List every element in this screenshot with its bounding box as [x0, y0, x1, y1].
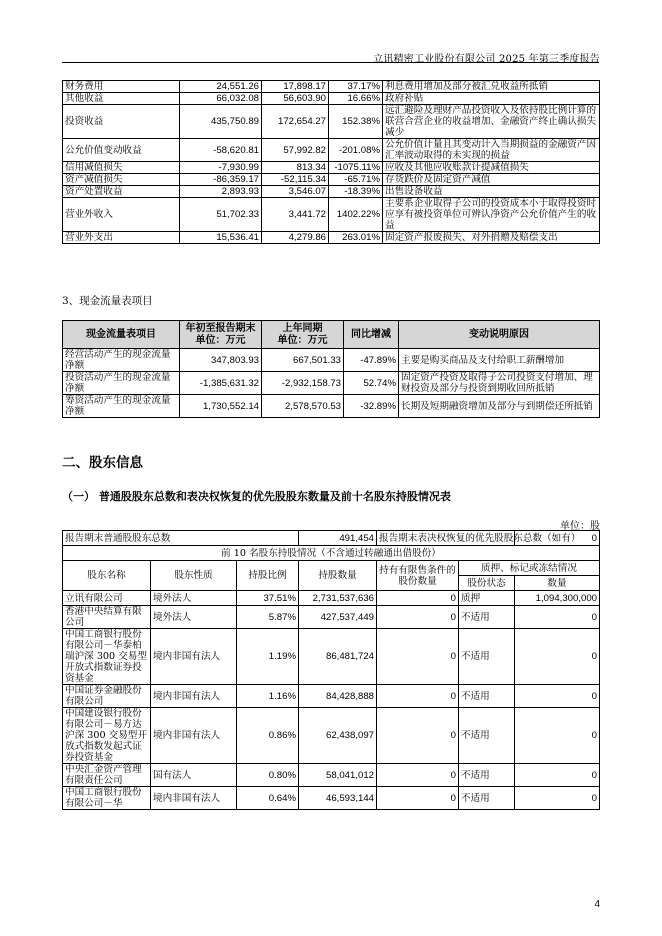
cashflow-change: -47.89% [344, 349, 399, 372]
income-change: 16.66% [329, 93, 383, 105]
income-current: -58,620.81 [180, 139, 262, 162]
table-row [63, 764, 600, 787]
income-change-table [62, 80, 600, 244]
shareholder-ratio: 0.64% [237, 787, 299, 810]
table-row [63, 629, 600, 685]
income-reason: 固定资产报废损失、对外捐赠及赔偿支出 [383, 232, 600, 244]
shareholder-section-heading: 二、股东信息 [62, 455, 143, 471]
cashflow-item: 筹资活动产生的现金流量净额 [63, 395, 180, 418]
income-item: 其他收益 [63, 93, 180, 105]
income-current: -7,930.99 [180, 162, 262, 174]
income-reason: 出售设备收益 [383, 186, 600, 198]
income-reason: 政府补贴 [383, 93, 600, 105]
income-change: 152.38% [329, 105, 383, 139]
cashflow-current: 1,730,552.14 [180, 395, 262, 418]
table-row [63, 349, 600, 372]
shareholder-pledged: 0 [515, 764, 600, 787]
cashflow-col-change: 同比增减 [344, 321, 399, 349]
shareholder-pledged: 0 [515, 787, 600, 810]
table-row [63, 708, 600, 764]
header-divider [62, 62, 599, 63]
income-current: 24,551.26 [180, 81, 262, 93]
income-current: 435,750.89 [180, 105, 262, 139]
shareholder-pledged: 0 [515, 685, 600, 708]
page-number: 4 [594, 899, 600, 910]
shareholder-restricted: 0 [377, 787, 459, 810]
shareholder-nature: 境外法人 [151, 606, 237, 629]
shareholder-nature: 国有法人 [151, 764, 237, 787]
cashflow-change: -32.89% [344, 395, 399, 418]
shareholder-nature: 境内非国有法人 [151, 708, 237, 764]
shareholder-quantity: 62,438,097 [299, 708, 377, 764]
cashflow-col-item: 现金流量表项目 [63, 321, 180, 349]
income-current: 51,702.33 [180, 198, 262, 232]
shareholder-quantity: 84,428,888 [299, 685, 377, 708]
cashflow-table-body [63, 349, 600, 418]
shareholder-quantity: 58,041,012 [299, 764, 377, 787]
table-row [63, 162, 600, 174]
income-item: 营业外支出 [63, 232, 180, 244]
shareholder-name: 中国工商银行股份有限公司－华 [63, 787, 151, 810]
shareholder-quantity: 2,731,537,636 [299, 591, 377, 606]
income-prior: 57,992.82 [262, 139, 329, 162]
income-reason: 应收及其他应收账款计提减值损失 [383, 162, 600, 174]
shareholder-ratio: 37.51% [237, 591, 299, 606]
cashflow-section-label: 3、现金流量表项目 [62, 295, 153, 307]
shareholder-name: 中国证券金融股份有限公司 [63, 685, 151, 708]
shareholder-pledged: 0 [515, 708, 600, 764]
income-change: 37.17% [329, 81, 383, 93]
income-change: -65.71% [329, 174, 383, 186]
income-reason: 远汇避险及理财产品投资收入及依持股比例计算的联营合营企业的收益增加、金融资产终止确认损失减少 [383, 105, 600, 139]
shareholder-ratio: 1.16% [237, 685, 299, 708]
income-prior: 3,546.07 [262, 186, 329, 198]
shareholder-nature: 境内非国有法人 [151, 629, 237, 685]
table-row [63, 198, 600, 232]
table-row [63, 174, 600, 186]
col-holder-nature: 股东性质 [151, 561, 237, 591]
col-holding-ratio: 持股比例 [237, 561, 299, 591]
cashflow-item: 投资活动产生的现金流量净额 [63, 372, 180, 395]
income-item: 公允价值变动收益 [63, 139, 180, 162]
shareholder-status: 不适用 [459, 606, 515, 629]
shareholder-restricted: 0 [377, 708, 459, 764]
income-prior: 172,654.27 [262, 105, 329, 139]
shareholder-status: 质押 [459, 591, 515, 606]
income-prior: 4,279.86 [262, 232, 329, 244]
cashflow-col-current: 年初至报告期末 单位：万元 [180, 321, 262, 349]
cashflow-prior: 2,578,570.53 [262, 395, 344, 418]
cashflow-col-prior: 上年同期 单位：万元 [262, 321, 344, 349]
table-row [63, 139, 600, 162]
table-row [63, 787, 600, 810]
table-row [63, 372, 600, 395]
cashflow-prior: 667,501.33 [262, 349, 344, 372]
income-change: -18.39% [329, 186, 383, 198]
shareholder-ratio: 1.19% [237, 629, 299, 685]
cashflow-col-reason: 变动说明原因 [399, 321, 600, 349]
table-row [63, 81, 600, 93]
cashflow-header-row [63, 321, 600, 349]
shareholder-status: 不适用 [459, 685, 515, 708]
income-item: 资产减值损失 [63, 174, 180, 186]
shareholder-status: 不适用 [459, 708, 515, 764]
cashflow-item: 经营活动产生的现金流量净额 [63, 349, 180, 372]
col-holding-quantity: 持股数量 [299, 561, 377, 591]
shareholder-nature: 境外法人 [151, 591, 237, 606]
income-change: 263.01% [329, 232, 383, 244]
income-prior: 813.34 [262, 162, 329, 174]
shareholder-status: 不适用 [459, 787, 515, 810]
shareholder-name: 中国工商银行股份有限公司－华泰柏瑞沪深 300 交易型开放式指数证券投资基金 [63, 629, 151, 685]
shareholder-name: 香港中央结算有限公司 [63, 606, 151, 629]
income-item: 营业外收入 [63, 198, 180, 232]
table-row [63, 591, 600, 606]
table-row [63, 232, 600, 244]
shareholder-ratio: 0.80% [237, 764, 299, 787]
preferred-holder-count-label: 报告期末表决权恢复的优先股股东总数（如有） [377, 531, 515, 546]
shareholder-header-row-1 [63, 561, 600, 576]
shareholder-restricted: 0 [377, 606, 459, 629]
col-holder-name: 股东名称 [63, 561, 151, 591]
income-change-table-body [63, 81, 600, 244]
top10-caption-row [63, 546, 600, 561]
shareholder-restricted: 0 [377, 685, 459, 708]
col-pledge-quantity: 数量 [515, 576, 600, 591]
cashflow-current: 347,803.93 [180, 349, 262, 372]
income-prior: 3,441.72 [262, 198, 329, 232]
shareholder-summary-row [63, 531, 600, 546]
income-reason: 利息费用增加及部分被汇兑收益所抵销 [383, 81, 600, 93]
table-row [63, 105, 600, 139]
top10-caption: 前 10 名股东持股情况（不含通过转融通出借股份） [63, 546, 600, 561]
table-row [63, 93, 600, 105]
income-prior: 17,898.17 [262, 81, 329, 93]
report-header-title: 立讯精密工业股份有限公司 2025 年第三季度报告 [373, 54, 600, 65]
shareholder-restricted: 0 [377, 764, 459, 787]
shareholder-pledged: 0 [515, 606, 600, 629]
cashflow-table [62, 320, 600, 418]
shareholder-restricted: 0 [377, 591, 459, 606]
income-current: -86,359.17 [180, 174, 262, 186]
income-current: 2,893.93 [180, 186, 262, 198]
income-reason: 主要系企业取得子公司的投资成本小于取得投资时应享有被投资单位可辨认净资产公允价值产生的收益 [383, 198, 600, 232]
income-change: -1075.11% [329, 162, 383, 174]
col-share-status: 股份状态 [459, 576, 515, 591]
col-pledge-group: 质押、标记或冻结情况 [459, 561, 600, 576]
cashflow-current: -1,385,631.32 [180, 372, 262, 395]
income-prior: 56,603.90 [262, 93, 329, 105]
shareholder-name: 立讯有限公司 [63, 591, 151, 606]
shareholder-status: 不适用 [459, 764, 515, 787]
table-row [63, 186, 600, 198]
shareholder-pledged: 0 [515, 629, 600, 685]
income-change: 1402.22% [329, 198, 383, 232]
table-row [63, 685, 600, 708]
table-row [63, 395, 600, 418]
cashflow-reason: 长期及短期融资增加及部分与到期偿还所抵销 [399, 395, 600, 418]
col-restricted-shares: 持有有限售条件的股份数量 [377, 561, 459, 591]
shareholder-status: 不适用 [459, 629, 515, 685]
shareholder-table-body [63, 531, 600, 810]
shareholder-subheading: （一） 普通股股东总数和表决权恢复的优先股股东数量及前十名股东持股情况表 [62, 490, 451, 503]
cashflow-prior: -2,932,158.73 [262, 372, 344, 395]
shareholder-quantity: 86,481,724 [299, 629, 377, 685]
shareholder-ratio: 0.86% [237, 708, 299, 764]
cashflow-change: 52.74% [344, 372, 399, 395]
income-item: 资产处置收益 [63, 186, 180, 198]
income-item: 财务费用 [63, 81, 180, 93]
unit-label: 单位：股 [560, 521, 600, 532]
income-item: 信用减值损失 [63, 162, 180, 174]
income-current: 66,032.08 [180, 93, 262, 105]
income-reason: 存货跌价及固定资产减值 [383, 174, 600, 186]
shareholder-pledged: 1,094,300,000 [515, 591, 600, 606]
income-current: 15,536.41 [180, 232, 262, 244]
income-reason: 公允价值计量且其变动计入当期损益的金融资产因汇率波动取得的未实现的损益 [383, 139, 600, 162]
shareholder-nature: 境内非国有法人 [151, 685, 237, 708]
shareholder-name: 中央汇金资产管理有限责任公司 [63, 764, 151, 787]
cashflow-reason: 主要是购买商品及支付给职工薪酬增加 [399, 349, 600, 372]
shareholder-ratio: 5.87% [237, 606, 299, 629]
shareholder-table [62, 530, 600, 810]
shareholder-nature: 境内非国有法人 [151, 787, 237, 810]
shareholder-quantity: 427,537,449 [299, 606, 377, 629]
common-holder-count-value: 491,454 [299, 531, 377, 546]
preferred-holder-count-value: 0 [515, 531, 600, 546]
shareholder-quantity: 46,593,144 [299, 787, 377, 810]
shareholder-restricted: 0 [377, 629, 459, 685]
income-change: -201.08% [329, 139, 383, 162]
common-holder-count-label: 报告期末普通股股东总数 [63, 531, 299, 546]
table-row [63, 606, 600, 629]
shareholder-name: 中国建设银行股份有限公司－易方达沪深 300 交易型开放式指数发起式证券投资基金 [63, 708, 151, 764]
income-item: 投资收益 [63, 105, 180, 139]
cashflow-reason: 固定资产投资及取得子公司投资支付增加、理财投资及部分与投资到期收回所抵销 [399, 372, 600, 395]
income-prior: -52,115.34 [262, 174, 329, 186]
